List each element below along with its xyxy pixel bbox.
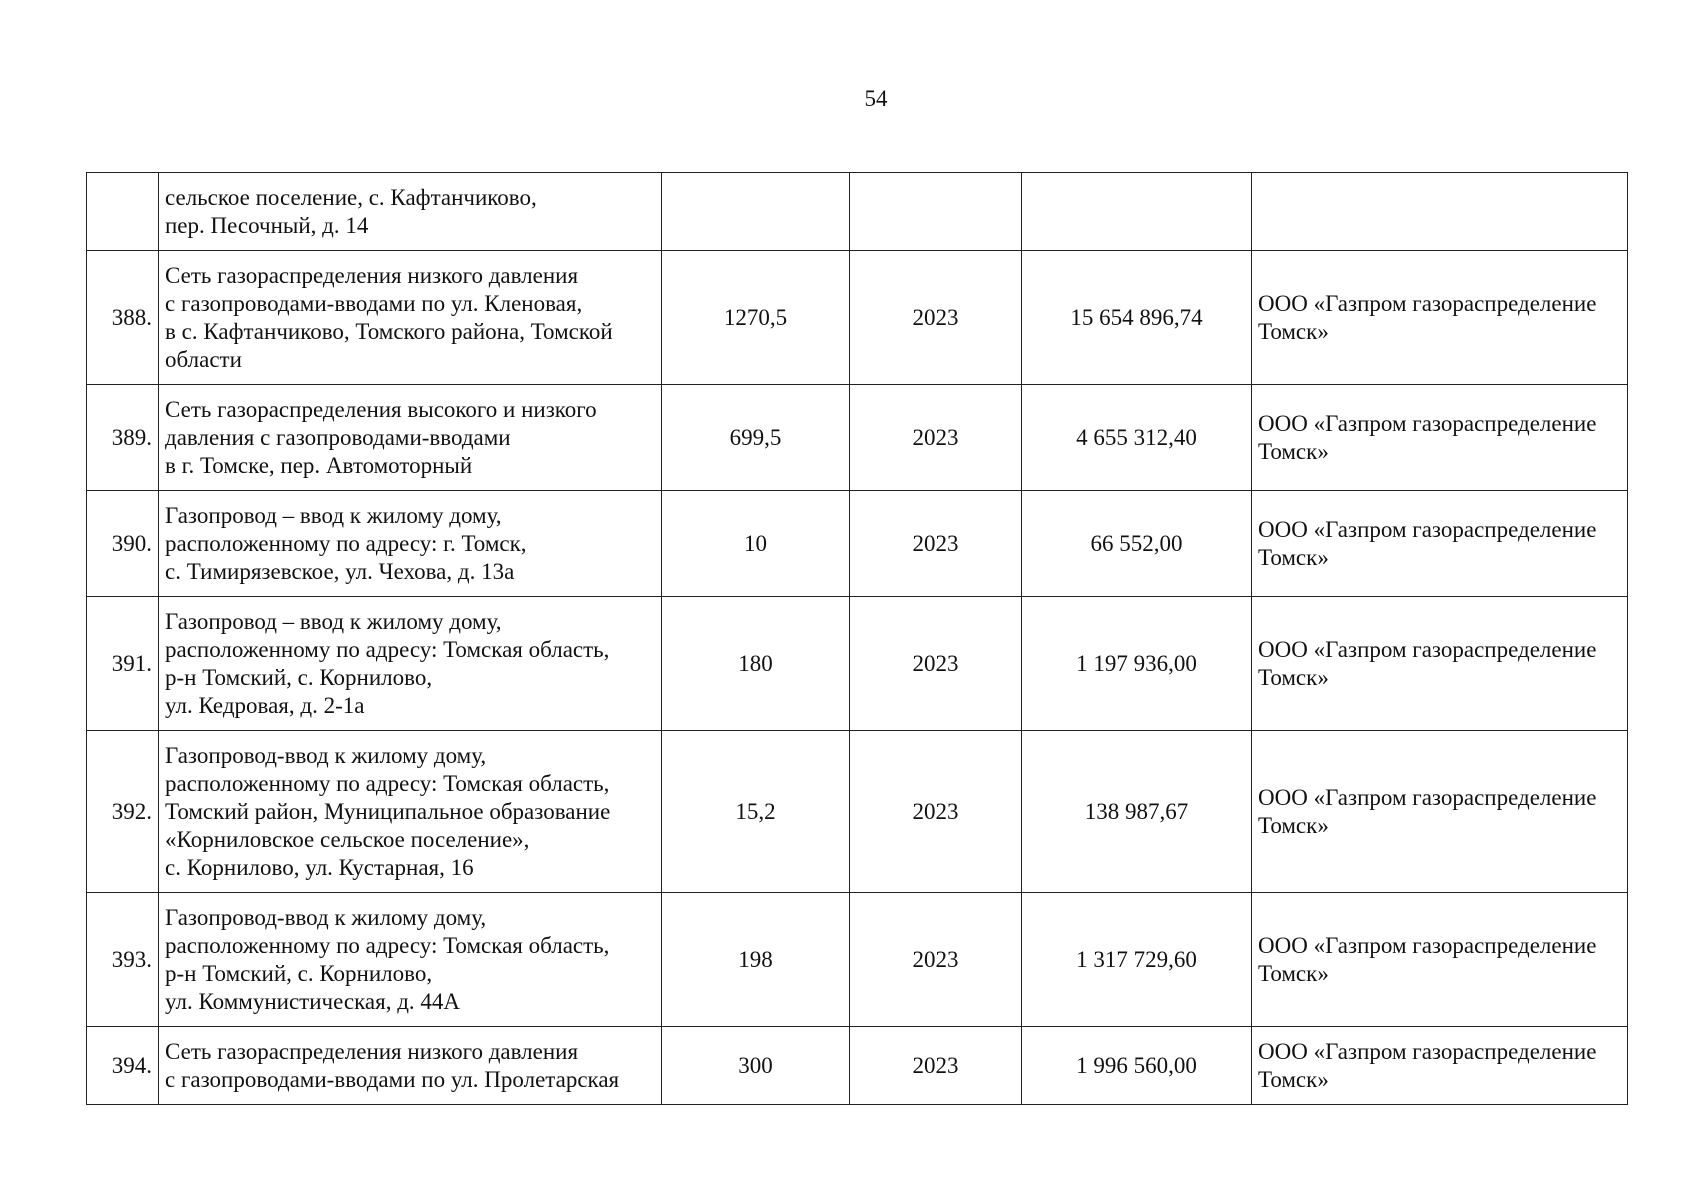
organization-line: Томск» (1258, 318, 1329, 344)
object-name-line: пер. Песочный, д. 14 (165, 212, 369, 238)
object-name-line: Сеть газораспределения низкого давления (165, 262, 579, 288)
cost-value: 66 552,00 (1022, 491, 1252, 597)
object-name (159, 597, 662, 731)
organization-line: ООО «Газпром газораспределение (1258, 1038, 1597, 1064)
object-name-line: в г. Томске, пер. Автомоторный (165, 452, 473, 478)
object-name-line: Томский район, Муниципальное образование (165, 798, 611, 824)
organization-line: ООО «Газпром газораспределение (1258, 932, 1597, 958)
year-value: 2023 (850, 385, 1022, 491)
length-value: 15,2 (662, 731, 850, 893)
organization-line: ООО «Газпром газораспределение (1258, 516, 1597, 542)
object-name-line: расположенному по адресу: г. Томск, (165, 530, 527, 556)
object-name-line: области (165, 346, 242, 372)
table-row (87, 173, 1628, 251)
cost-value: 1 996 560,00 (1022, 1027, 1252, 1105)
year-value (850, 173, 1022, 251)
object-name-line: ул. Коммунистическая, д. 44А (165, 988, 461, 1014)
organization (1252, 251, 1628, 385)
object-name-line: расположенному по адресу: Томская область, (165, 770, 610, 796)
object-name (159, 1027, 662, 1105)
cost-value: 1 317 729,60 (1022, 893, 1252, 1027)
year-value: 2023 (850, 251, 1022, 385)
row-number: 393. (87, 893, 159, 1027)
object-name-line: с газопроводами-вводами по ул. Пролетарская (165, 1066, 620, 1092)
organization-line: Томск» (1258, 664, 1329, 690)
object-name-line: с. Корнилово, ул. Кустарная, 16 (165, 854, 474, 880)
object-name-line: Газопровод – ввод к жилому дому, (165, 502, 502, 528)
object-name-line: в с. Кафтанчиково, Томского района, Томской (165, 318, 613, 344)
year-value: 2023 (850, 597, 1022, 731)
organization (1252, 491, 1628, 597)
organization-line: Томск» (1258, 812, 1329, 838)
cost-value: 1 197 936,00 (1022, 597, 1252, 731)
row-number: 392. (87, 731, 159, 893)
object-name-line: расположенному по адресу: Томская область, (165, 932, 610, 958)
cost-value (1022, 173, 1252, 251)
organization (1252, 893, 1628, 1027)
row-number (87, 173, 159, 251)
cost-value: 4 655 312,40 (1022, 385, 1252, 491)
register-table (86, 172, 1628, 1105)
row-number: 391. (87, 597, 159, 731)
table-row (87, 491, 1628, 597)
table-row (87, 893, 1628, 1027)
object-name (159, 731, 662, 893)
row-number: 388. (87, 251, 159, 385)
table-row (87, 1027, 1628, 1105)
object-name-line: Газопровод-ввод к жилому дому, (165, 904, 487, 930)
object-name-line: Сеть газораспределения высокого и низкого (165, 396, 597, 422)
object-name-line: Газопровод – ввод к жилому дому, (165, 608, 502, 634)
length-value: 300 (662, 1027, 850, 1105)
row-number: 394. (87, 1027, 159, 1105)
organization (1252, 173, 1628, 251)
table-row (87, 385, 1628, 491)
year-value: 2023 (850, 731, 1022, 893)
organization-line: Томск» (1258, 960, 1329, 986)
row-number: 390. (87, 491, 159, 597)
cost-value: 15 654 896,74 (1022, 251, 1252, 385)
object-name-line: Газопровод-ввод к жилому дому, (165, 742, 487, 768)
table-body (87, 173, 1628, 1105)
organization-line: Томск» (1258, 438, 1329, 464)
object-name (159, 893, 662, 1027)
object-name (159, 385, 662, 491)
organization (1252, 385, 1628, 491)
organization-line: ООО «Газпром газораспределение (1258, 290, 1597, 316)
year-value: 2023 (850, 1027, 1022, 1105)
object-name (159, 491, 662, 597)
organization (1252, 731, 1628, 893)
organization-line: Томск» (1258, 544, 1329, 570)
object-name-line: р-н Томский, с. Корнилово, (165, 664, 433, 690)
length-value: 10 (662, 491, 850, 597)
object-name-line: ул. Кедровая, д. 2-1а (165, 692, 365, 718)
object-name-line: расположенному по адресу: Томская область, (165, 636, 610, 662)
object-name-line: р-н Томский, с. Корнилово, (165, 960, 433, 986)
length-value (662, 173, 850, 251)
table-row (87, 731, 1628, 893)
organization-line: ООО «Газпром газораспределение (1258, 636, 1597, 662)
object-name-line: Сеть газораспределения низкого давления (165, 1038, 579, 1064)
organization (1252, 1027, 1628, 1105)
object-name-line: сельское поселение, с. Кафтанчиково, (165, 184, 537, 210)
organization-line: Томск» (1258, 1066, 1329, 1092)
table-row (87, 597, 1628, 731)
object-name (159, 173, 662, 251)
length-value: 1270,5 (662, 251, 850, 385)
object-name-line: с газопроводами-вводами по ул. Кленовая, (165, 290, 583, 316)
table-row (87, 251, 1628, 385)
year-value: 2023 (850, 893, 1022, 1027)
length-value: 180 (662, 597, 850, 731)
length-value: 198 (662, 893, 850, 1027)
year-value: 2023 (850, 491, 1022, 597)
page-number: 54 (864, 86, 888, 111)
object-name-line: давления с газопроводами-вводами (165, 424, 511, 450)
organization (1252, 597, 1628, 731)
object-name-line: с. Тимирязевское, ул. Чехова, д. 13а (165, 558, 515, 584)
length-value: 699,5 (662, 385, 850, 491)
object-name-line: «Корниловское сельское поселение», (165, 826, 530, 852)
object-name (159, 251, 662, 385)
organization-line: ООО «Газпром газораспределение (1258, 784, 1597, 810)
row-number: 389. (87, 385, 159, 491)
cost-value: 138 987,67 (1022, 731, 1252, 893)
organization-line: ООО «Газпром газораспределение (1258, 410, 1597, 436)
